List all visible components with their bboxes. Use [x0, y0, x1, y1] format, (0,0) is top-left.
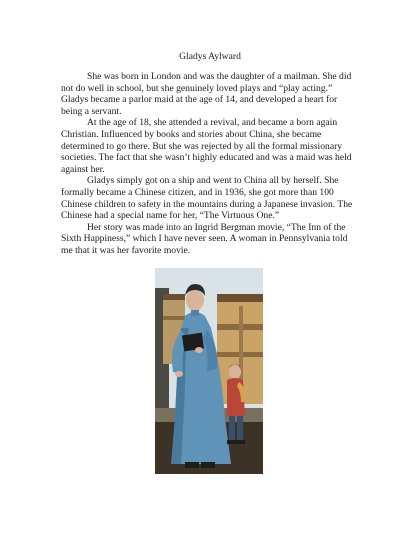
page-title: Gladys Aylward — [179, 51, 241, 62]
photo-gladys-aylward — [155, 268, 263, 474]
photo-illustration — [155, 268, 263, 474]
paragraph-4: Her story was made into an Ingrid Bergman movie, “The Inn of the Sixth Happiness,” which I have never seen. A woman in Pennsylvania told me that it was her favorite movie. — [61, 221, 348, 256]
paragraph-2: At the age of 18, she attended a revival, and became a born again Christian. Influenced by books and stories about China, she became determined to go there. But she was rejected by all the formal missionary societies. The fact that she wasn’t highly educated and was a maid was held against her. — [61, 117, 352, 175]
article-body — [61, 71, 360, 257]
paragraph-1: She was born in London and was the daughter of a mailman. She did not do well in school, but she genuinely loved plays and “play acting.” Gladys became a parlor maid at the age of 14, and developed a heart for being a servant. — [61, 71, 352, 117]
photo-face — [186, 289, 204, 311]
paragraph-3: Gladys simply got on a ship and went to China all by herself. She formally became a Chinese citizen, and in 1936, she got more than 100 Chinese children to safety in the mountains during a Japanese invasion. The Chinese had a special name for her, “The Virtuous One.” — [61, 175, 353, 222]
